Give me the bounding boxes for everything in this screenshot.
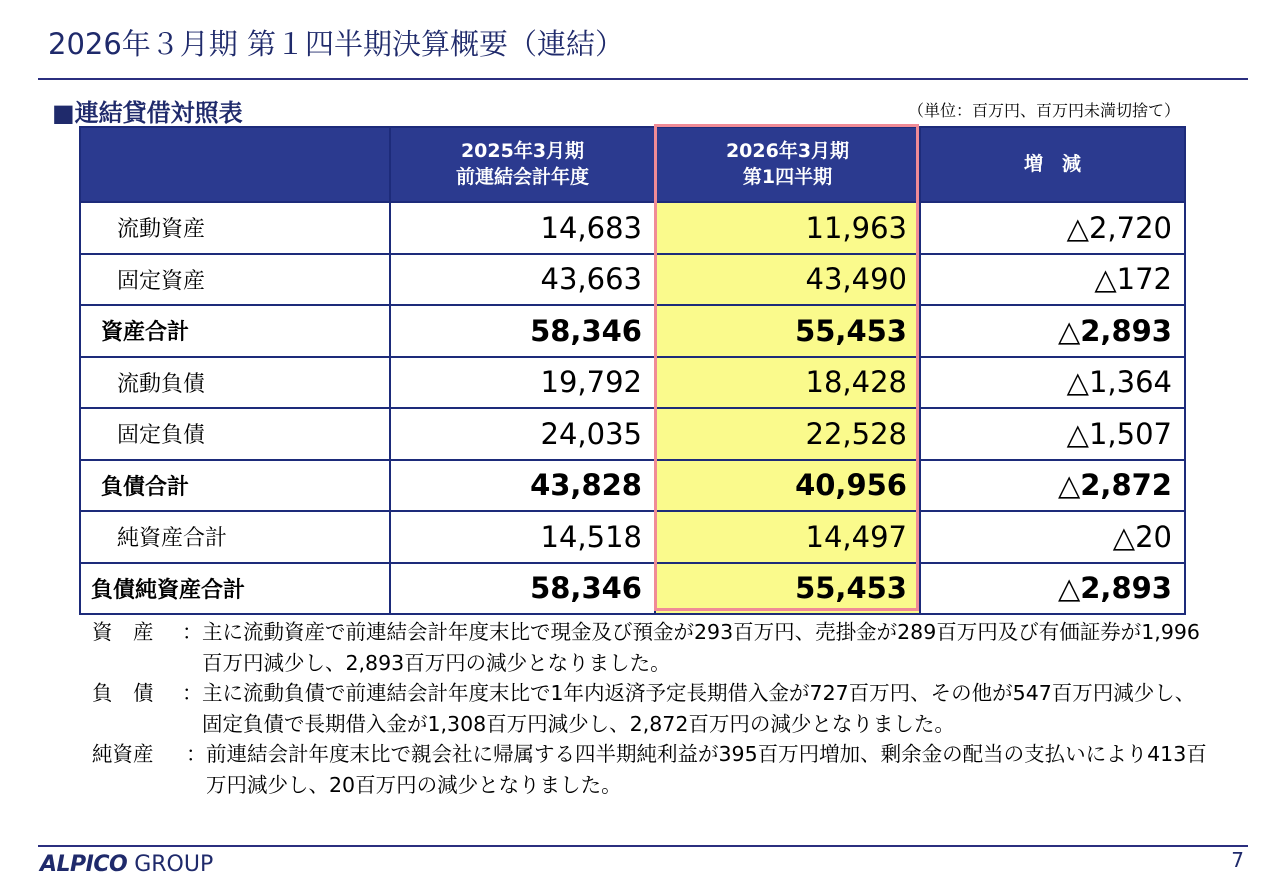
footer-divider [38, 845, 1248, 847]
logo-group: GROUP [134, 852, 214, 877]
prev-value: 43,828 [390, 460, 655, 512]
note-equity [92, 739, 1212, 800]
title-divider [38, 78, 1248, 80]
current-value: 14,497 [655, 511, 920, 563]
prev-value: 58,346 [390, 305, 655, 357]
current-value: 22,528 [655, 408, 920, 460]
header-change: 増 減 [920, 127, 1185, 202]
page-number: 7 [1231, 848, 1244, 872]
header-cur-line1: 2026年3月期 [725, 139, 850, 162]
prev-value: 58,346 [390, 563, 655, 615]
prev-value: 43,663 [390, 254, 655, 306]
change-value: △2,893 [920, 305, 1185, 357]
header-prev-period [390, 127, 655, 202]
row-label: 固定負債 [80, 408, 390, 460]
change-value: △1,364 [920, 357, 1185, 409]
row-label: 流動資産 [80, 202, 390, 254]
change-value: △20 [920, 511, 1185, 563]
note-liabilities [92, 678, 1212, 739]
row-label: 負債純資産合計 [80, 563, 390, 615]
page-title: 2026年３月期 第１四半期決算概要（連結） [48, 27, 625, 61]
prev-value: 19,792 [390, 357, 655, 409]
header-prev-line1: 2025年3月期 [460, 139, 585, 162]
note-assets [92, 617, 1212, 678]
header-current-period [655, 127, 920, 202]
change-value: △2,872 [920, 460, 1185, 512]
note-assets-label: 資 産 [92, 620, 154, 644]
note-liabilities-label: 負 債 [92, 681, 154, 705]
note-colon: ： [182, 681, 203, 705]
section-heading: ■連結貸借対照表 [52, 99, 243, 127]
header-blank-cell [80, 127, 390, 202]
unit-note: （単位：百万円、百万円未満切捨て） [907, 101, 1180, 120]
table-header-row [80, 127, 1185, 202]
note-liabilities-text: 主に流動負債で前連結会計年度末比で1年内返済予定長期借入金が727百万円、その他が547百万円減少し、固定負債で長期借入金が1,308百万円減少し、2,872百万円の減少となりました。 [202, 681, 1196, 736]
note-colon: ： [182, 620, 203, 644]
notes [92, 617, 1212, 800]
table-row-total [80, 460, 1185, 512]
balance-sheet-table [79, 126, 1186, 615]
change-value: △172 [920, 254, 1185, 306]
current-value: 55,453 [655, 305, 920, 357]
note-equity-text: 前連結会計年度末比で親会社に帰属する四半期純利益が395百万円増加、剰余金の配当の支払いにより413百万円減少し、20百万円の減少となりました。 [206, 742, 1207, 797]
row-label: 資産合計 [80, 305, 390, 357]
table-row-total [80, 305, 1185, 357]
note-colon: ： [186, 742, 207, 766]
current-value: 55,453 [655, 563, 920, 615]
note-equity-label: 純資産 [92, 742, 154, 766]
current-value: 43,490 [655, 254, 920, 306]
change-value: △1,507 [920, 408, 1185, 460]
table-row [80, 254, 1185, 306]
change-value: △2,720 [920, 202, 1185, 254]
prev-value: 24,035 [390, 408, 655, 460]
row-label: 純資産合計 [80, 511, 390, 563]
header-prev-line2: 前連結会計年度 [455, 165, 589, 188]
row-label: 流動負債 [80, 357, 390, 409]
table-row-grand-total [80, 563, 1185, 615]
current-value: 18,428 [655, 357, 920, 409]
table-row [80, 408, 1185, 460]
prev-value: 14,518 [390, 511, 655, 563]
table-row [80, 357, 1185, 409]
header-cur-line2: 第1四半期 [742, 165, 833, 188]
current-value: 40,956 [655, 460, 920, 512]
note-assets-text: 主に流動資産で前連結会計年度末比で現金及び預金が293百万円、売掛金が289百万円及び有価証券が1,996百万円減少し、2,893百万円の減少となりました。 [202, 620, 1200, 675]
logo-brand: ALPICO [40, 852, 128, 877]
row-label: 固定資産 [80, 254, 390, 306]
change-value: △2,893 [920, 563, 1185, 615]
table-row [80, 511, 1185, 563]
current-value: 11,963 [655, 202, 920, 254]
table-row [80, 202, 1185, 254]
prev-value: 14,683 [390, 202, 655, 254]
company-logo [40, 852, 213, 877]
row-label: 負債合計 [80, 460, 390, 512]
